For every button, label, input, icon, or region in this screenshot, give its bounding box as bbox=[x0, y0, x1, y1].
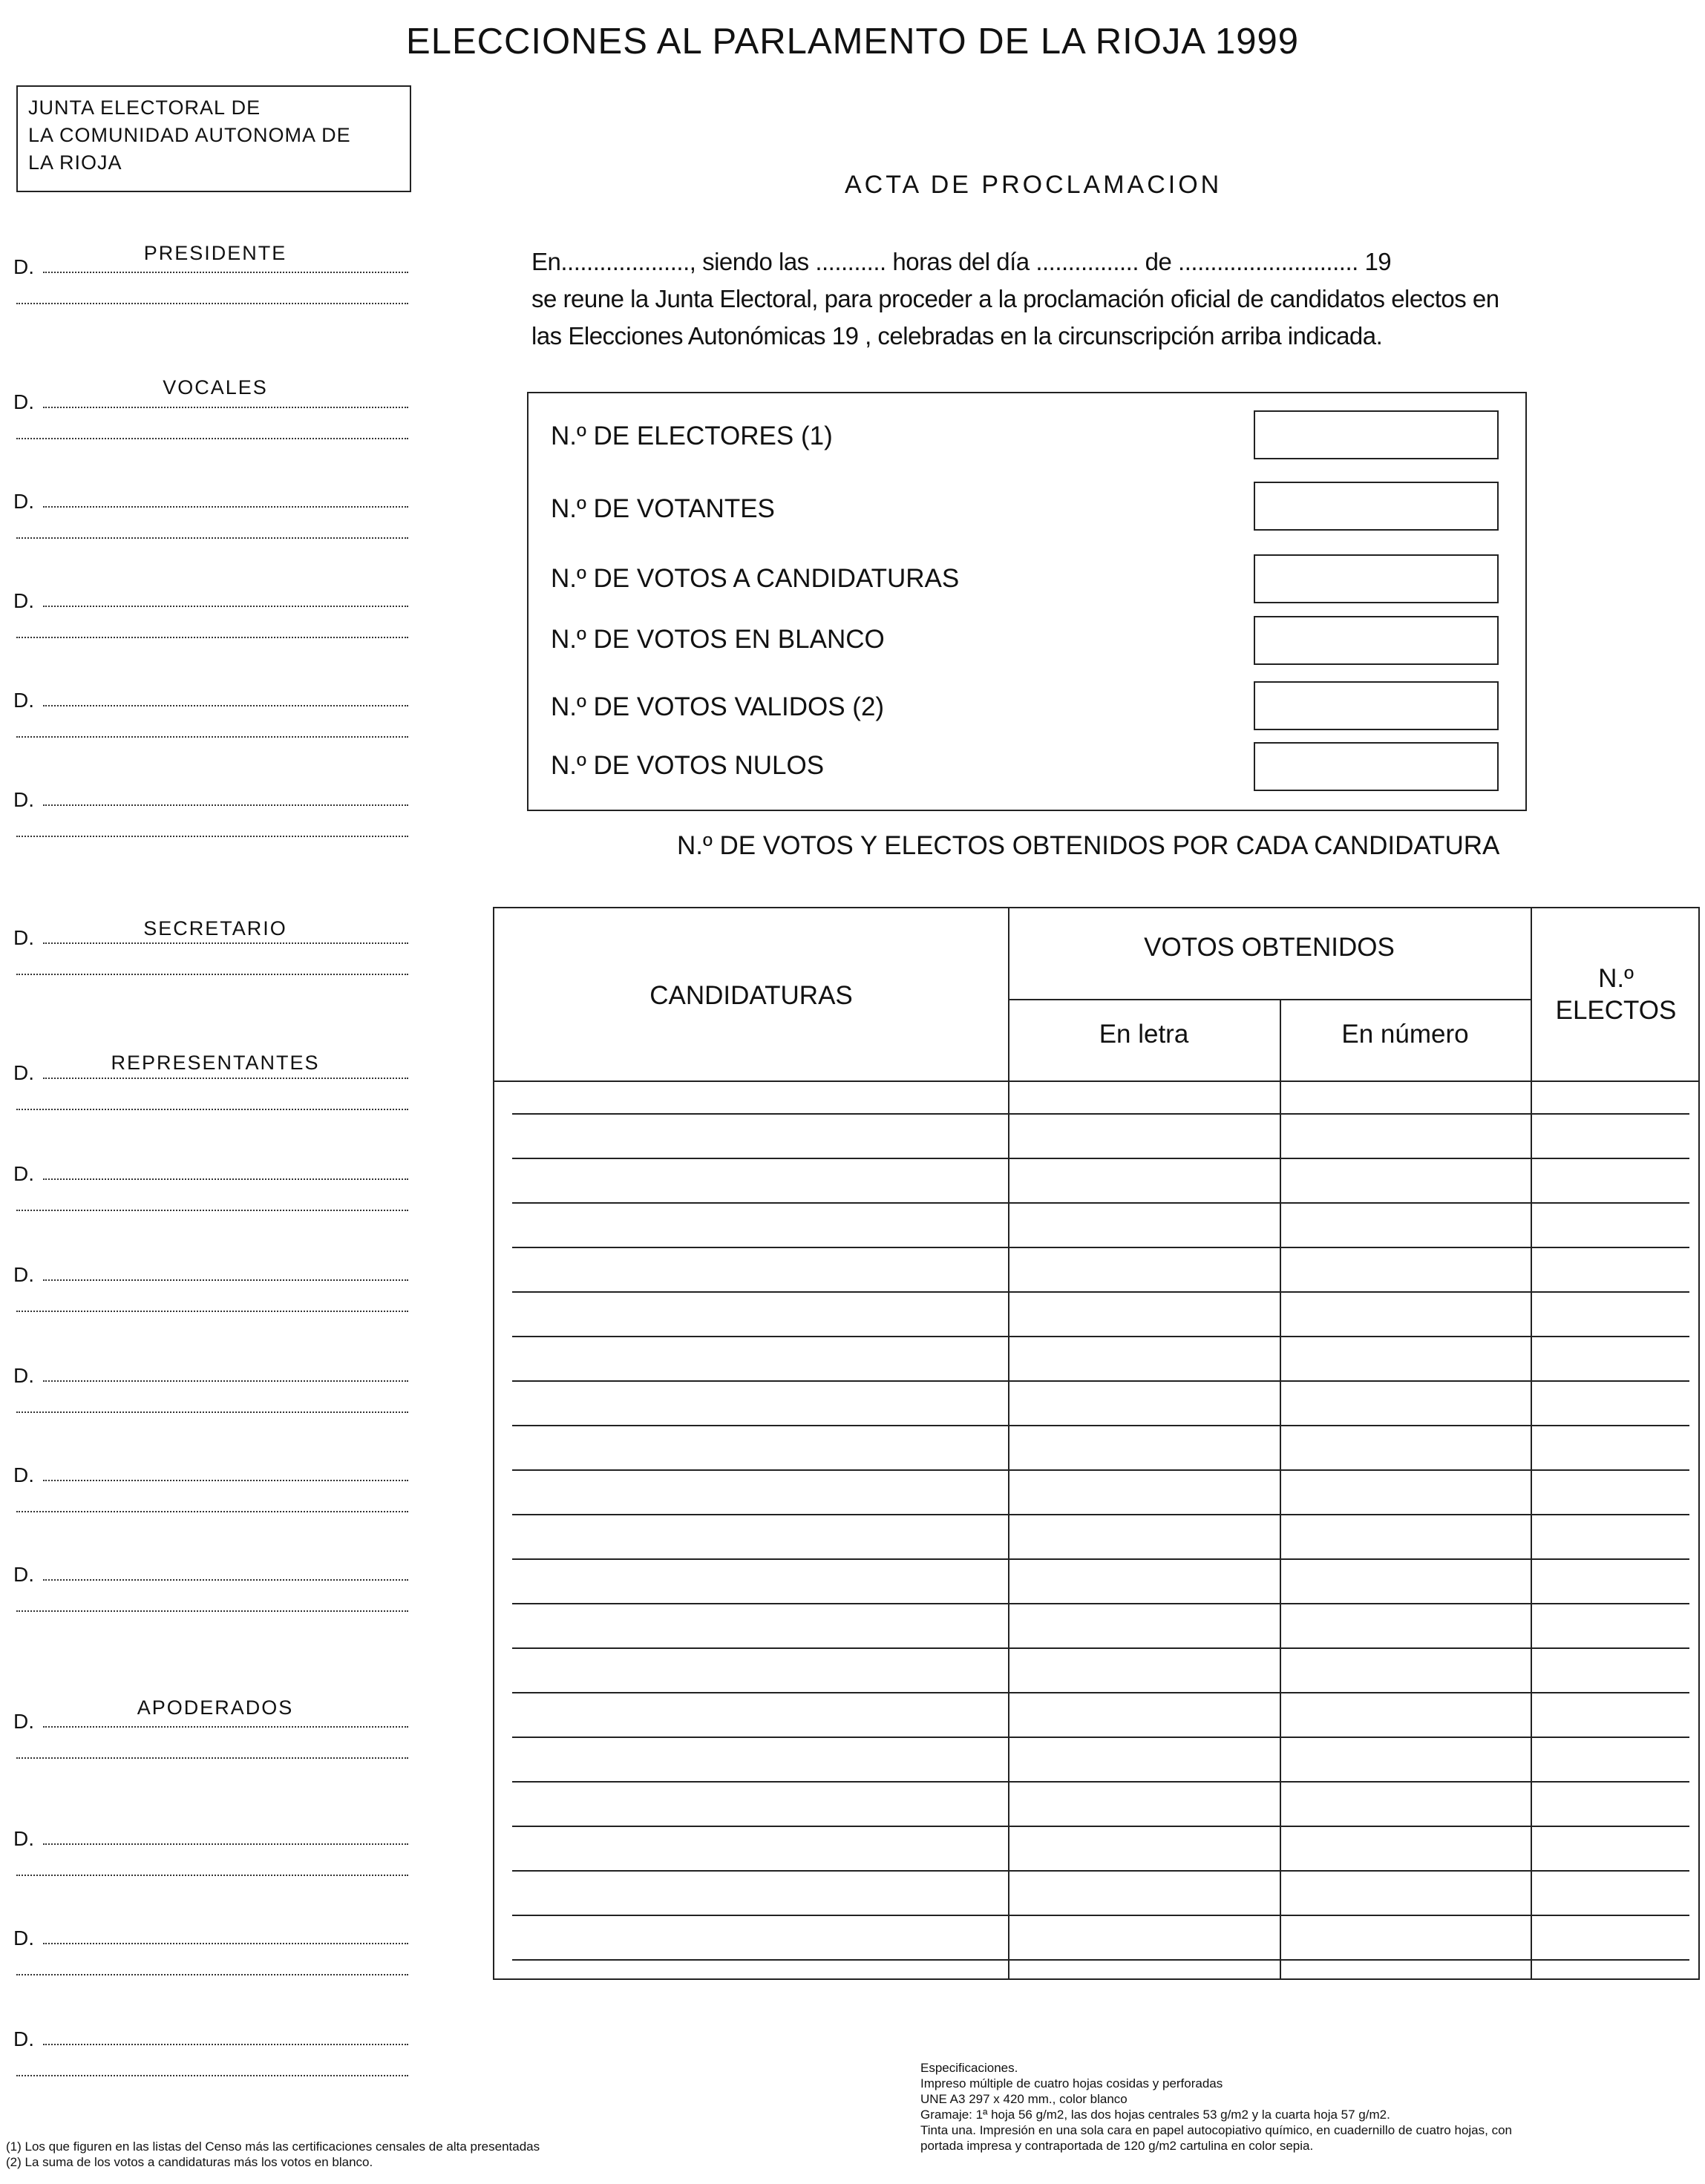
header-divider bbox=[1008, 999, 1531, 1000]
secretario-heading: SECRETARIO bbox=[143, 917, 287, 939]
table-row[interactable] bbox=[512, 1247, 1689, 1248]
electos-header-line-1: N.º bbox=[1598, 964, 1634, 993]
junta-line-1: JUNTA ELECTORAL DE bbox=[28, 96, 261, 119]
junta-line-2: LA COMUNIDAD AUTONOMA DE bbox=[28, 124, 351, 146]
signature-line[interactable] bbox=[43, 1579, 408, 1581]
acta-title: ACTA DE PROCLAMACION bbox=[845, 171, 1223, 199]
table-row[interactable] bbox=[512, 1113, 1689, 1115]
signature-line[interactable] bbox=[43, 705, 408, 706]
table-row[interactable] bbox=[512, 1469, 1689, 1471]
signature-line[interactable] bbox=[16, 303, 408, 304]
table-row[interactable] bbox=[512, 1558, 1689, 1560]
d-prefix: D. bbox=[13, 490, 34, 513]
signature-line[interactable] bbox=[43, 942, 408, 944]
signature-line[interactable] bbox=[16, 836, 408, 837]
table-row[interactable] bbox=[512, 1826, 1689, 1827]
d-prefix: D. bbox=[13, 255, 34, 278]
specs-line-6: portada impresa y contraportada de 120 g/m2 cartulina en color sepia. bbox=[920, 2139, 1314, 2153]
signature-line[interactable] bbox=[43, 1178, 408, 1180]
signature-line[interactable] bbox=[16, 1210, 408, 1211]
specs-line-3: UNE A3 297 x 420 mm., color blanco bbox=[920, 2092, 1128, 2106]
signature-line[interactable] bbox=[43, 272, 408, 273]
table-row[interactable] bbox=[512, 1291, 1689, 1293]
signature-line[interactable] bbox=[43, 407, 408, 408]
en-numero-header: En número bbox=[1341, 1020, 1469, 1049]
signature-line[interactable] bbox=[43, 1380, 408, 1382]
d-prefix: D. bbox=[13, 1364, 34, 1387]
specs-line-4: Gramaje: 1ª hoja 56 g/m2, las dos hojas centrales 53 g/m2 y la cuarta hoja 57 g/m2. bbox=[920, 2108, 1390, 2122]
electores-label: N.º DE ELECTORES (1) bbox=[551, 422, 833, 450]
candidaturas-header: CANDIDATURAS bbox=[649, 981, 853, 1010]
table-row[interactable] bbox=[512, 1959, 1689, 1961]
d-prefix: D. bbox=[13, 390, 34, 413]
votantes-field[interactable] bbox=[1254, 482, 1499, 531]
footnote-2: (2) La suma de los votos a candidaturas más los votos en blanco. bbox=[6, 2155, 373, 2169]
summary-box bbox=[527, 392, 1527, 811]
table-row[interactable] bbox=[512, 1202, 1689, 1204]
votantes-label: N.º DE VOTANTES bbox=[551, 494, 775, 523]
junta-electoral-box bbox=[16, 85, 411, 192]
votos-blanco-field[interactable] bbox=[1254, 616, 1499, 665]
signature-line[interactable] bbox=[43, 606, 408, 607]
signature-line[interactable] bbox=[16, 637, 408, 638]
table-row[interactable] bbox=[512, 1380, 1689, 1382]
d-prefix: D. bbox=[13, 1710, 34, 1733]
column-divider bbox=[1280, 999, 1281, 1978]
signature-line[interactable] bbox=[16, 1757, 408, 1759]
votos-nulos-label: N.º DE VOTOS NULOS bbox=[551, 751, 825, 780]
d-prefix: D. bbox=[13, 1263, 34, 1286]
en-letra-header: En letra bbox=[1099, 1020, 1189, 1049]
votos-blanco-label: N.º DE VOTOS EN BLANCO bbox=[551, 625, 885, 654]
d-prefix: D. bbox=[13, 689, 34, 712]
signature-line[interactable] bbox=[16, 537, 408, 539]
d-prefix: D. bbox=[13, 1061, 34, 1084]
junta-line-3: LA RIOJA bbox=[28, 151, 122, 174]
electores-field[interactable] bbox=[1254, 410, 1499, 459]
representantes-heading: REPRESENTANTES bbox=[111, 1052, 320, 1074]
column-divider bbox=[1008, 908, 1009, 1978]
votos-candidaturas-field[interactable] bbox=[1254, 554, 1499, 603]
specs-line-5: Tinta una. Impresión en una sola cara en papel autocopiativo químico, en cuadernillo de cuatro hojas, con bbox=[920, 2123, 1512, 2137]
vocales-heading: VOCALES bbox=[163, 376, 268, 399]
d-prefix: D. bbox=[13, 1463, 34, 1486]
signature-line[interactable] bbox=[16, 1511, 408, 1512]
table-row[interactable] bbox=[512, 1603, 1689, 1604]
signature-line[interactable] bbox=[16, 1109, 408, 1110]
specs-line-2: Impreso múltiple de cuatro hojas cosidas y perforadas bbox=[920, 2076, 1223, 2090]
table-row[interactable] bbox=[512, 1336, 1689, 1337]
table-row[interactable] bbox=[512, 1692, 1689, 1693]
candidaturas-table bbox=[493, 907, 1700, 1980]
votos-validos-field[interactable] bbox=[1254, 681, 1499, 730]
signature-line[interactable] bbox=[16, 1610, 408, 1612]
signature-line[interactable] bbox=[16, 1411, 408, 1413]
electos-header-line-2: ELECTOS bbox=[1555, 996, 1677, 1025]
table-row[interactable] bbox=[512, 1158, 1689, 1159]
votos-validos-label: N.º DE VOTOS VALIDOS (2) bbox=[551, 692, 885, 721]
intro-line-2: se reune la Junta Electoral, para proceder a la proclamación oficial de candidatos electos en bbox=[531, 285, 1499, 312]
signature-line[interactable] bbox=[16, 1875, 408, 1876]
d-prefix: D. bbox=[13, 1827, 34, 1850]
signature-line[interactable] bbox=[43, 2044, 408, 2045]
signature-line[interactable] bbox=[16, 974, 408, 975]
table-row[interactable] bbox=[512, 1781, 1689, 1783]
table-row[interactable] bbox=[512, 1514, 1689, 1515]
intro-line-3: las Elecciones Autonómicas 19 , celebradas en la circunscripción arriba indicada. bbox=[531, 322, 1383, 350]
signature-line[interactable] bbox=[43, 1726, 408, 1728]
header-bottom-rule bbox=[494, 1080, 1698, 1082]
page-title: ELECCIONES AL PARLAMENTO DE LA RIOJA 1999 bbox=[406, 22, 1299, 62]
signature-line[interactable] bbox=[16, 1974, 408, 1975]
table-row[interactable] bbox=[512, 1647, 1689, 1649]
d-prefix: D. bbox=[13, 1563, 34, 1586]
signature-line[interactable] bbox=[16, 736, 408, 738]
apoderados-heading: APODERADOS bbox=[137, 1696, 294, 1719]
d-prefix: D. bbox=[13, 1162, 34, 1185]
votos-nulos-field[interactable] bbox=[1254, 742, 1499, 791]
signature-line[interactable] bbox=[16, 1311, 408, 1312]
signature-line[interactable] bbox=[43, 506, 408, 508]
signature-line[interactable] bbox=[16, 2075, 408, 2076]
presidente-heading: PRESIDENTE bbox=[143, 242, 287, 264]
d-prefix: D. bbox=[13, 589, 34, 612]
table-row[interactable] bbox=[512, 1870, 1689, 1872]
d-prefix: D. bbox=[13, 2027, 34, 2050]
table-row[interactable] bbox=[512, 1737, 1689, 1738]
table-title: N.º DE VOTOS Y ELECTOS OBTENIDOS POR CADA CANDIDATURA bbox=[677, 831, 1500, 860]
signature-line[interactable] bbox=[43, 804, 408, 806]
table-row[interactable] bbox=[512, 1915, 1689, 1916]
signature-line[interactable] bbox=[43, 1480, 408, 1481]
votos-obtenidos-header: VOTOS OBTENIDOS bbox=[1144, 933, 1395, 962]
votos-candidaturas-label: N.º DE VOTOS A CANDIDATURAS bbox=[551, 564, 960, 593]
d-prefix: D. bbox=[13, 1926, 34, 1949]
signature-line[interactable] bbox=[43, 1078, 408, 1079]
signature-line[interactable] bbox=[43, 1843, 408, 1845]
signature-line[interactable] bbox=[43, 1943, 408, 1944]
d-prefix: D. bbox=[13, 926, 34, 949]
signature-line[interactable] bbox=[16, 438, 408, 439]
signature-line[interactable] bbox=[43, 1279, 408, 1281]
table-row[interactable] bbox=[512, 1425, 1689, 1426]
footnote-1: (1) Los que figuren en las listas del Censo más las certificaciones censales de alta presentadas bbox=[6, 2139, 540, 2154]
intro-paragraph bbox=[531, 243, 1541, 355]
intro-line-1: En...................., siendo las ........... horas del día ................ de ............................ 19 bbox=[531, 248, 1392, 275]
d-prefix: D. bbox=[13, 788, 34, 811]
column-divider bbox=[1531, 908, 1532, 1978]
specs-line-1: Especificaciones. bbox=[920, 2061, 1018, 2075]
specs-block bbox=[920, 2060, 1512, 2154]
